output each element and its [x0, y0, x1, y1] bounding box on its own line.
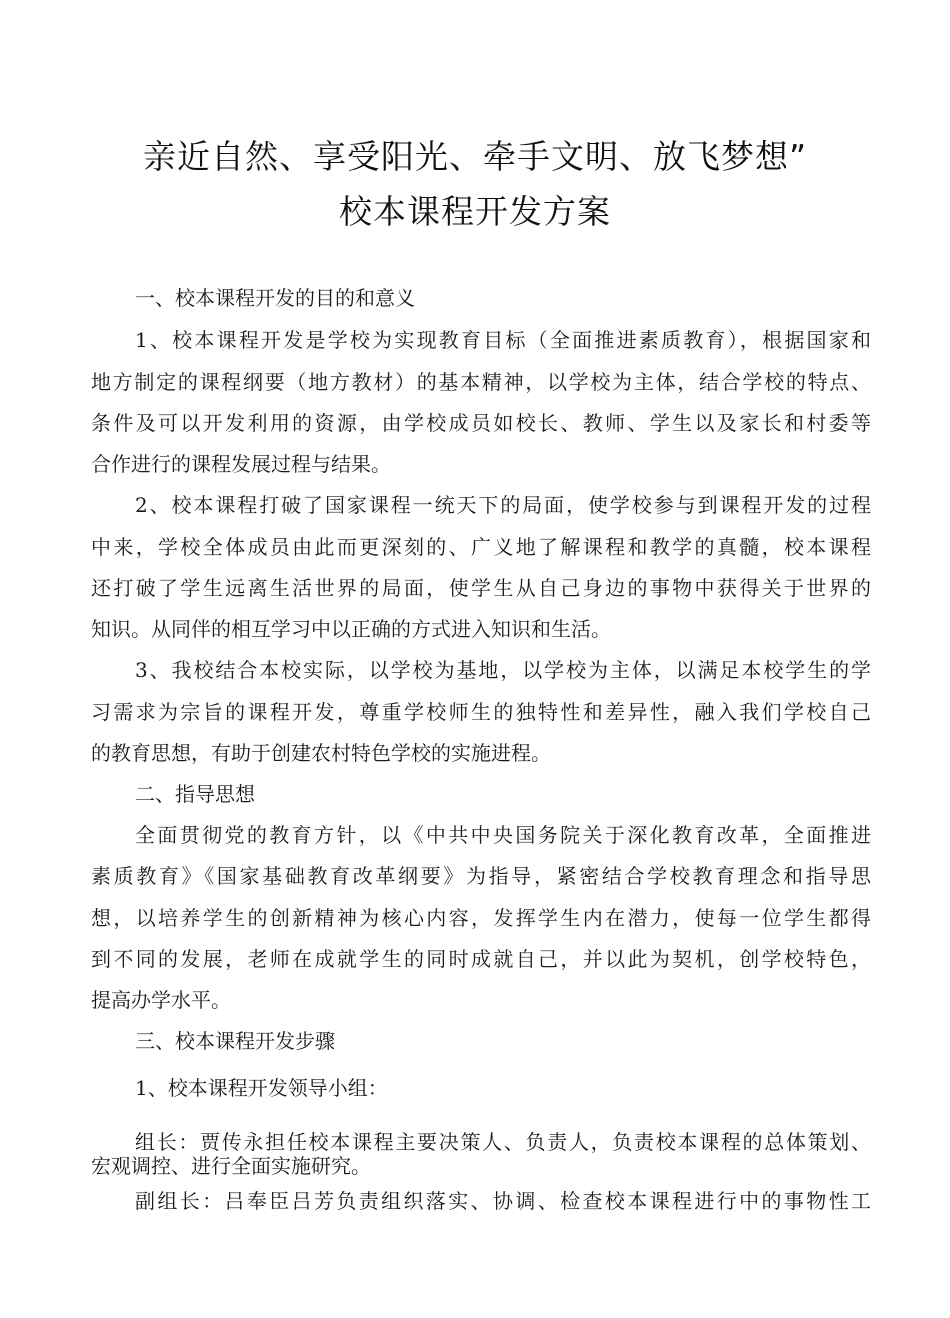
section-heading-2: 二、指导思想 [135, 782, 255, 806]
paragraph-line: 还打破了学生远离生活世界的局面，使学生从自己身边的事物中获得关于世界的 [91, 576, 871, 600]
paragraph-line: 的教育思想，有助于创建农村特色学校的实施进程。 [91, 741, 551, 765]
paragraph-line: 组长：贾传永担任校本课程主要决策人、负责人，负责校本课程的总体策划、 [135, 1130, 871, 1154]
paragraph-line: 想，以培养学生的创新精神为核心内容，发挥学生内在潜力，使每一位学生都得 [91, 906, 871, 930]
document-title-line2: 校本课程开发方案 [339, 192, 611, 231]
paragraph-line: 到不同的发展，老师在成就学生的同时成就自己，并以此为契机，创学校特色， [91, 947, 871, 971]
paragraph-line: 习需求为宗旨的课程开发，尊重学校师生的独特性和差异性，融入我们学校自己 [91, 700, 871, 724]
paragraph-line: 条件及可以开发利用的资源，由学校成员如校长、教师、学生以及家长和村委等 [91, 411, 871, 435]
paragraph-line: 副组长：吕奉臣吕芳负责组织落实、协调、检查校本课程进行中的事物性工 [135, 1189, 871, 1213]
section-heading-1: 一、校本课程开发的目的和意义 [135, 286, 415, 310]
paragraph-line: 地方制定的课程纲要（地方教材）的基本精神，以学校为主体，结合学校的特点、 [91, 370, 871, 394]
paragraph-line: 合作进行的课程发展过程与结果。 [91, 452, 391, 476]
section-heading-3: 三、校本课程开发步骤 [135, 1029, 335, 1053]
paragraph-line: 提高办学水平。 [91, 988, 231, 1012]
paragraph-line: 全面贯彻党的教育方针，以《中共中央国务院关于深化教育改革，全面推进 [135, 823, 871, 847]
subheading-leadership-group: 1、校本课程开发领导小组： [135, 1076, 388, 1100]
paragraph-line: 宏观调控、进行全面实施研究。 [91, 1154, 371, 1178]
paragraph-line: 2、校本课程打破了国家课程一统天下的局面，使学校参与到课程开发的过程 [135, 493, 871, 517]
paragraph-line: 1、校本课程开发是学校为实现教育目标（全面推进素质教育），根据国家和 [135, 328, 871, 352]
paragraph-line: 中来，学校全体成员由此而更深刻的、广义地了解课程和教学的真髓，校本课程 [91, 535, 871, 559]
paragraph-line: 3、我校结合本校实际，以学校为基地，以学校为主体，以满足本校学生的学 [135, 658, 871, 682]
document-title-line1: 亲近自然、享受阳光、牵手文明、放飞梦想” [142, 137, 808, 176]
paragraph-line: 知识。从同伴的相互学习中以正确的方式进入知识和生活。 [91, 617, 611, 641]
paragraph-line: 素质教育》《国家基础教育改革纲要》为指导，紧密结合学校教育理念和指导思 [91, 864, 871, 888]
